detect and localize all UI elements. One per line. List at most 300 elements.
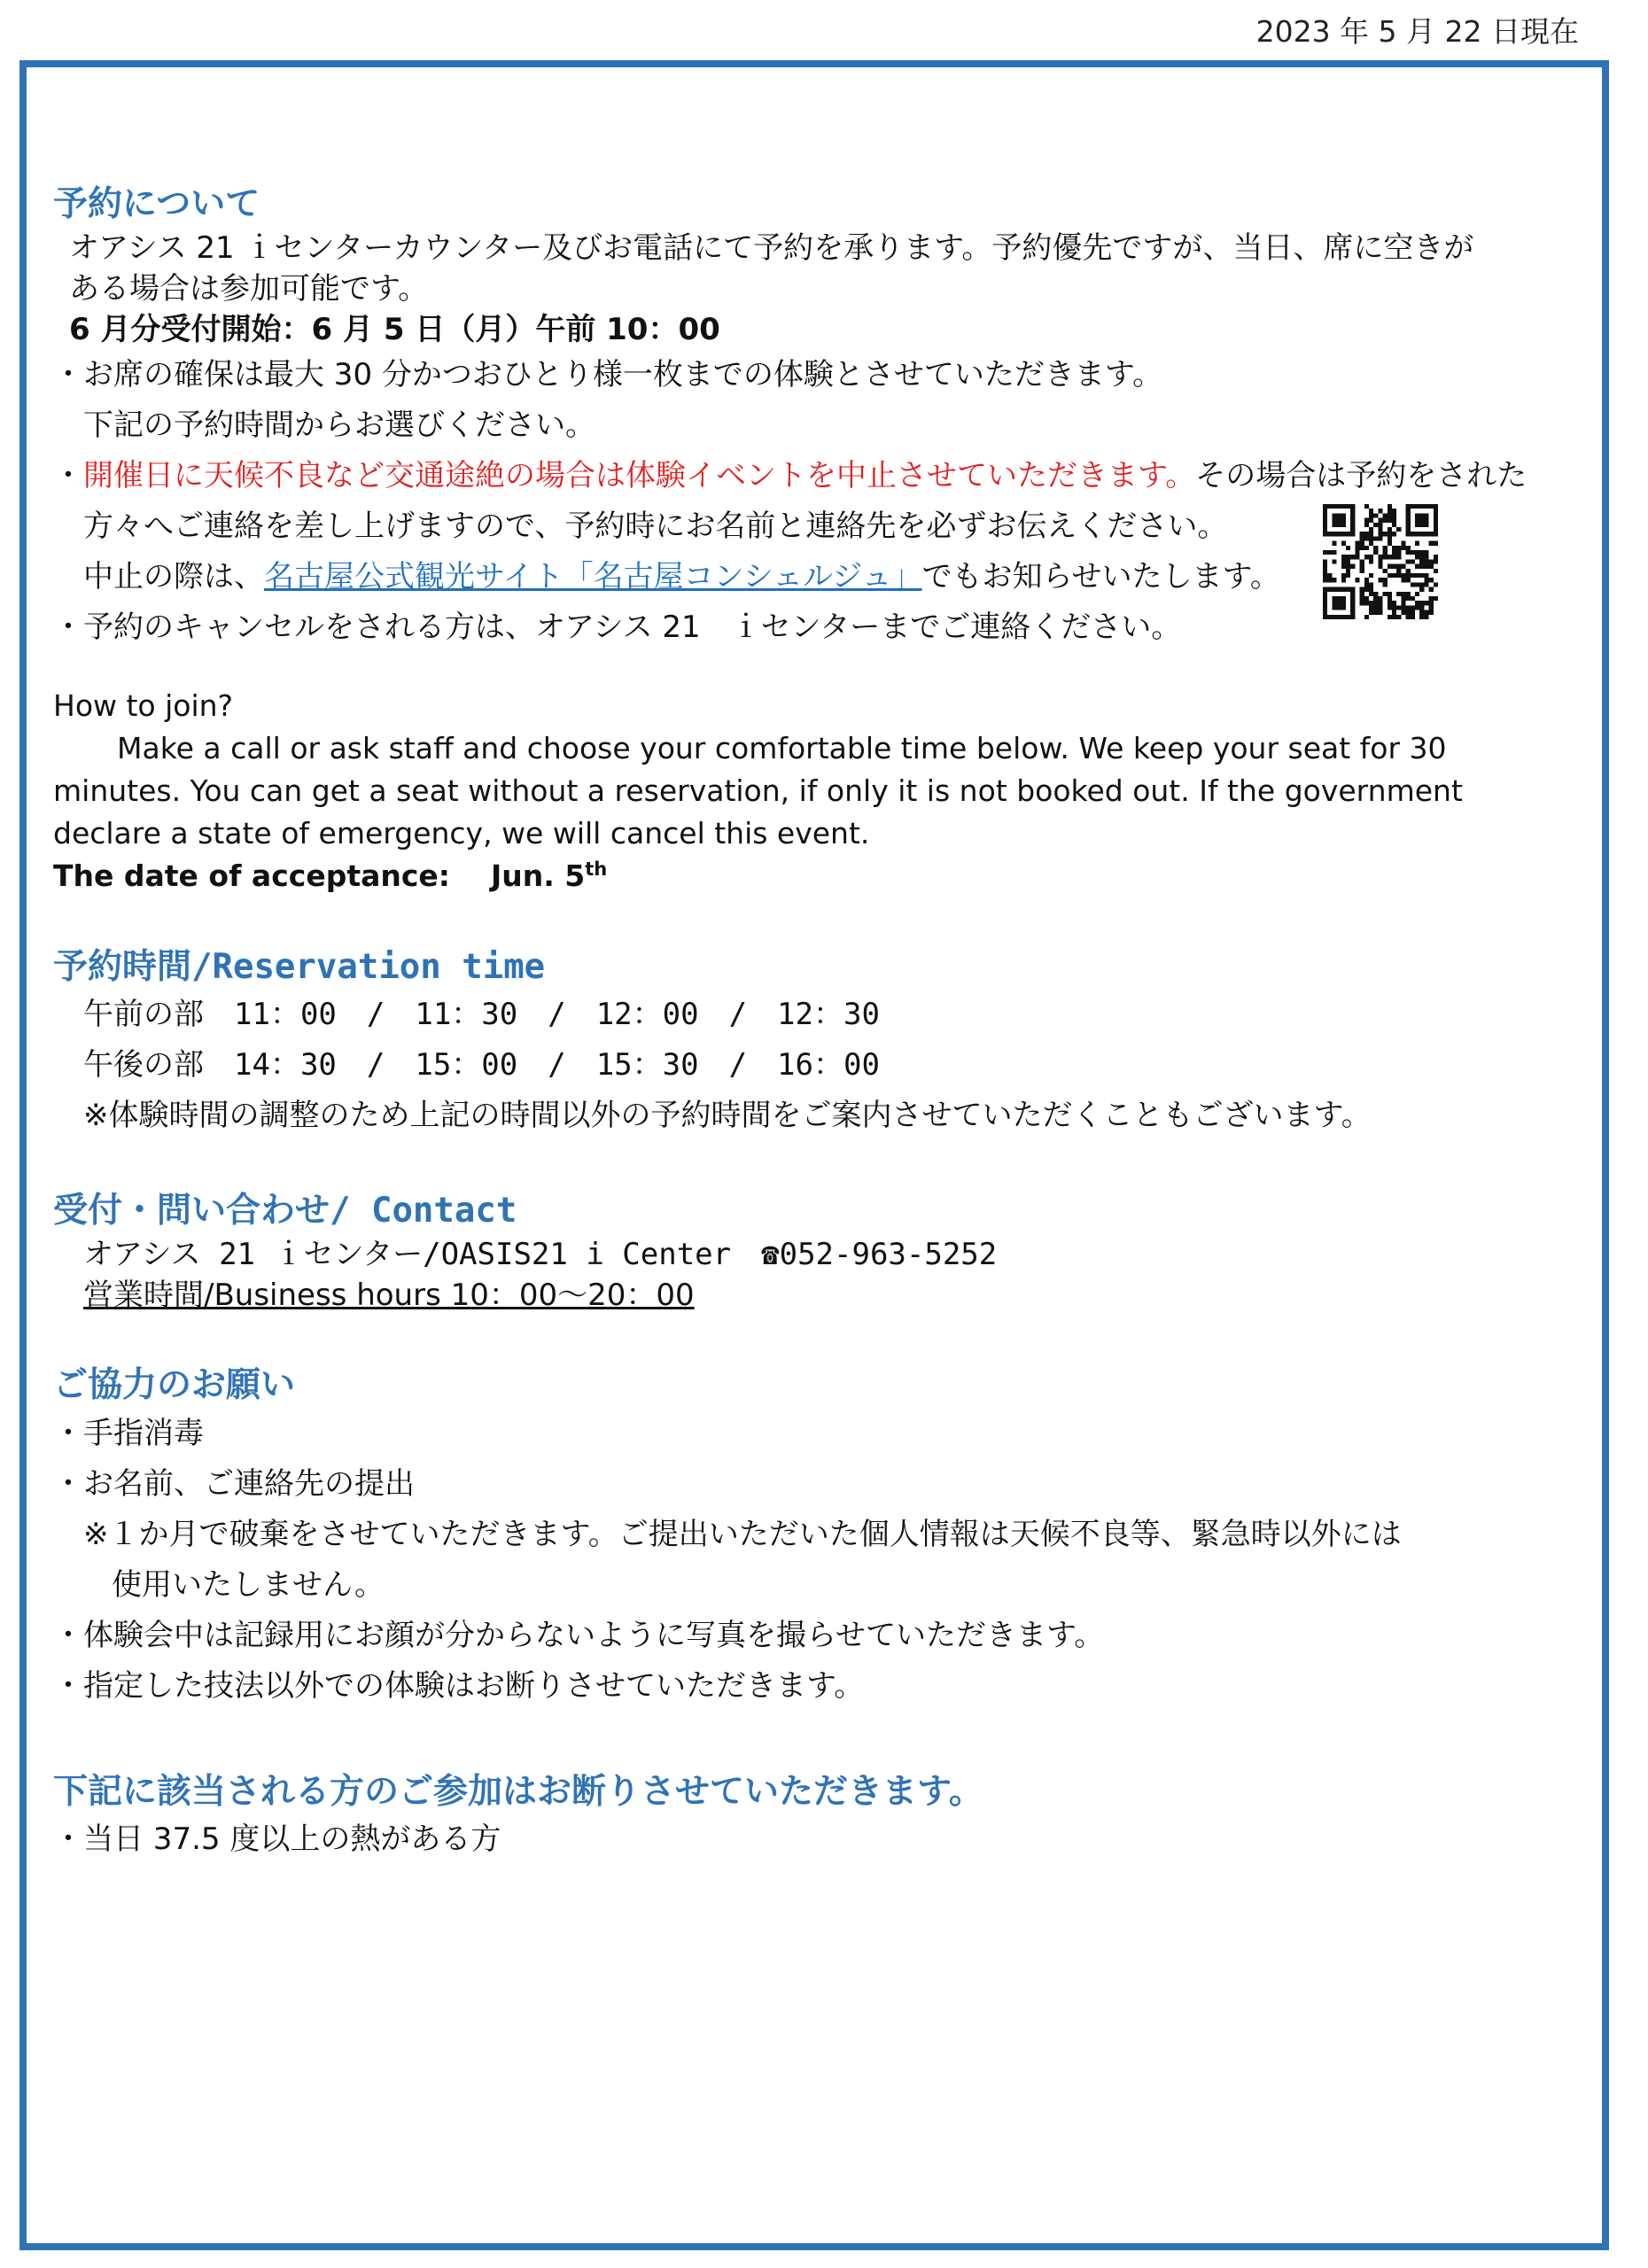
qr-module bbox=[1419, 513, 1424, 517]
qr-module bbox=[1406, 615, 1411, 619]
qr-module bbox=[1434, 504, 1438, 509]
qr-module bbox=[1332, 559, 1336, 563]
qr-module bbox=[1429, 605, 1434, 610]
qr-module bbox=[1323, 578, 1327, 582]
qr-module bbox=[1378, 527, 1382, 532]
qr-module bbox=[1378, 536, 1382, 540]
qr-module bbox=[1415, 582, 1419, 586]
qr-module bbox=[1424, 523, 1428, 527]
reservation-intro-line-2: ある場合は参加可能です。 bbox=[69, 270, 429, 307]
qr-module bbox=[1415, 564, 1419, 569]
qr-module bbox=[1392, 509, 1396, 513]
qr-module bbox=[1419, 610, 1424, 615]
qr-module bbox=[1327, 532, 1332, 536]
qr-module bbox=[1337, 532, 1341, 536]
qr-module bbox=[1406, 605, 1411, 610]
notice-pre: 中止の際は、 bbox=[83, 558, 264, 594]
qr-module bbox=[1341, 559, 1346, 563]
qr-module bbox=[1323, 513, 1327, 517]
qr-module bbox=[1341, 518, 1346, 523]
refusal-heading: 下記に該当される方のご参加はお断りさせていただきます。 bbox=[53, 1771, 983, 1812]
qr-module bbox=[1401, 564, 1405, 569]
qr-module bbox=[1341, 587, 1346, 592]
qr-module bbox=[1392, 546, 1396, 550]
qr-module bbox=[1401, 573, 1405, 578]
qr-module bbox=[1323, 605, 1327, 610]
qr-module bbox=[1434, 509, 1438, 513]
qr-module bbox=[1406, 578, 1411, 582]
qr-module bbox=[1341, 555, 1346, 559]
qr-module bbox=[1388, 573, 1392, 578]
qr-module bbox=[1424, 513, 1428, 517]
qr-module bbox=[1355, 555, 1359, 559]
qr-module bbox=[1364, 555, 1369, 559]
acceptance-date: Jun. 5 bbox=[490, 858, 586, 893]
qr-module bbox=[1332, 550, 1336, 555]
acceptance-label: The date of acceptance: bbox=[53, 858, 450, 893]
qr-module bbox=[1419, 601, 1424, 605]
qr-module bbox=[1424, 555, 1428, 559]
qr-module bbox=[1373, 605, 1378, 610]
qr-module bbox=[1378, 523, 1382, 527]
qr-module bbox=[1419, 555, 1424, 559]
qr-module bbox=[1346, 555, 1350, 559]
qr-module bbox=[1419, 587, 1424, 592]
qr-module bbox=[1341, 504, 1346, 509]
qr-module bbox=[1383, 546, 1388, 550]
refusal-item: ・当日 37.5 度以上の熱がある方 bbox=[53, 1821, 501, 1858]
qr-module bbox=[1323, 518, 1327, 523]
qr-module bbox=[1360, 564, 1364, 569]
qr-module bbox=[1419, 564, 1424, 569]
qr-module bbox=[1434, 541, 1438, 546]
qr-module bbox=[1388, 541, 1392, 546]
qr-module bbox=[1323, 527, 1327, 532]
content-body bbox=[53, 128, 1559, 1865]
qr-module bbox=[1388, 555, 1392, 559]
qr-module bbox=[1424, 559, 1428, 563]
qr-module bbox=[1406, 509, 1411, 513]
qr-module bbox=[1419, 550, 1424, 555]
qr-module bbox=[1332, 523, 1336, 527]
qr-module bbox=[1429, 601, 1434, 605]
qr-module bbox=[1327, 573, 1332, 578]
qr-module bbox=[1369, 559, 1373, 563]
qr-module bbox=[1419, 504, 1424, 509]
date-line: 2023 年 5 月 22 日現在 bbox=[1255, 14, 1579, 49]
qr-module bbox=[1378, 532, 1382, 536]
qr-module bbox=[1388, 605, 1392, 610]
qr-module bbox=[1341, 541, 1346, 546]
notice-post: でもお知らせいたします。 bbox=[921, 558, 1280, 594]
qr-module bbox=[1369, 587, 1373, 592]
qr-module bbox=[1364, 518, 1369, 523]
qr-module bbox=[1406, 596, 1411, 601]
qr-module bbox=[1378, 564, 1382, 569]
qr-module bbox=[1388, 564, 1392, 569]
qr-module bbox=[1434, 518, 1438, 523]
qr-module bbox=[1401, 546, 1405, 550]
qr-module bbox=[1369, 573, 1373, 578]
qr-module bbox=[1388, 509, 1392, 513]
qr-module bbox=[1429, 578, 1434, 582]
qr-module bbox=[1415, 601, 1419, 605]
qr-module bbox=[1429, 532, 1434, 536]
qr-module bbox=[1364, 532, 1369, 536]
qr-module bbox=[1341, 513, 1346, 517]
qr-module bbox=[1369, 518, 1373, 523]
qr-module bbox=[1323, 564, 1327, 569]
qr-module bbox=[1429, 504, 1434, 509]
qr-module bbox=[1350, 610, 1355, 615]
qr-module bbox=[1346, 615, 1350, 619]
qr-module bbox=[1346, 504, 1350, 509]
qr-module bbox=[1396, 592, 1401, 596]
qr-module bbox=[1406, 569, 1411, 573]
qr-module bbox=[1350, 509, 1355, 513]
qr-module bbox=[1419, 605, 1424, 610]
qr-module bbox=[1369, 532, 1373, 536]
qr-module bbox=[1411, 615, 1415, 619]
qr-module bbox=[1360, 596, 1364, 601]
qr-module bbox=[1406, 513, 1411, 517]
qr-module bbox=[1396, 573, 1401, 578]
qr-module bbox=[1337, 605, 1341, 610]
qr-module bbox=[1383, 578, 1388, 582]
qr-module bbox=[1378, 559, 1382, 563]
qr-module bbox=[1373, 596, 1378, 601]
qr-module bbox=[1323, 509, 1327, 513]
qr-module bbox=[1406, 518, 1411, 523]
qr-module bbox=[1396, 569, 1401, 573]
qr-module bbox=[1383, 569, 1388, 573]
qr-module bbox=[1341, 615, 1346, 619]
qr-module bbox=[1411, 550, 1415, 555]
qr-code[interactable] bbox=[1323, 504, 1438, 619]
reservation-bullet-seat: ・お席の確保は最大 30 分かつおひとり様一枚までの体験とさせていただきます。 bbox=[53, 356, 1163, 392]
qr-module bbox=[1392, 550, 1396, 555]
qr-module bbox=[1383, 513, 1388, 517]
qr-module bbox=[1373, 610, 1378, 615]
qr-module bbox=[1434, 527, 1438, 532]
qr-module bbox=[1424, 582, 1428, 586]
contact-line bbox=[53, 1234, 1559, 1275]
qr-module bbox=[1364, 596, 1369, 601]
qr-module bbox=[1355, 550, 1359, 555]
qr-module bbox=[1323, 587, 1327, 592]
qr-module bbox=[1327, 587, 1332, 592]
qr-module bbox=[1373, 550, 1378, 555]
qr-module bbox=[1406, 610, 1411, 615]
qr-module bbox=[1415, 504, 1419, 509]
english-paragraph: Make a call or ask staff and choose your comfortable time below. We keep your seat for 30 minutes. You can get a seat without a reservation, if only it is not booked out. If the government declare a state of emergency, we will cancel this event. bbox=[53, 730, 1463, 850]
qr-module bbox=[1341, 523, 1346, 527]
qr-module bbox=[1350, 587, 1355, 592]
phone-number[interactable]: 052-963-5252 bbox=[779, 1237, 998, 1273]
qr-module bbox=[1350, 596, 1355, 601]
qr-module bbox=[1396, 564, 1401, 569]
qr-module bbox=[1392, 532, 1396, 536]
qr-module bbox=[1355, 546, 1359, 550]
qr-module bbox=[1364, 523, 1369, 527]
weather-rest: その場合は予約をされた bbox=[1195, 457, 1528, 493]
qr-module bbox=[1392, 615, 1396, 619]
qr-module bbox=[1332, 513, 1336, 517]
qr-module bbox=[1419, 532, 1424, 536]
cooperation-item: ・手指消毒 bbox=[53, 1415, 204, 1451]
qr-module bbox=[1323, 601, 1327, 605]
qr-module bbox=[1378, 601, 1382, 605]
qr-module bbox=[1383, 555, 1388, 559]
qr-module bbox=[1373, 523, 1378, 527]
afternoon-slots: 午後の部 14：30 / 15：00 / 15：30 / 16：00 bbox=[83, 1047, 880, 1084]
qr-module bbox=[1360, 559, 1364, 563]
qr-module bbox=[1434, 532, 1438, 536]
qr-module bbox=[1369, 601, 1373, 605]
qr-module bbox=[1369, 610, 1373, 615]
qr-module bbox=[1337, 601, 1341, 605]
qr-module bbox=[1332, 587, 1336, 592]
qr-module bbox=[1350, 504, 1355, 509]
qr-module bbox=[1424, 578, 1428, 582]
qr-module bbox=[1337, 518, 1341, 523]
qr-module bbox=[1388, 615, 1392, 619]
qr-module bbox=[1424, 573, 1428, 578]
qr-module bbox=[1388, 518, 1392, 523]
qr-module bbox=[1415, 550, 1419, 555]
cooperation-item: ・お名前、ご連絡先の提出 bbox=[53, 1465, 415, 1502]
cooperation-item: ※１か月で破棄をさせていただきます。ご提出いただいた個人情報は天候不良等、緊急時以外には bbox=[83, 1516, 1402, 1552]
qr-module bbox=[1337, 523, 1341, 527]
qr-module bbox=[1434, 596, 1438, 601]
qr-module bbox=[1323, 610, 1327, 615]
qr-module bbox=[1424, 518, 1428, 523]
qr-module bbox=[1429, 564, 1434, 569]
qr-module bbox=[1406, 592, 1411, 596]
qr-module bbox=[1332, 605, 1336, 610]
qr-module bbox=[1401, 592, 1405, 596]
qr-module bbox=[1360, 541, 1364, 546]
qr-module bbox=[1378, 518, 1382, 523]
qr-module bbox=[1406, 527, 1411, 532]
qr-module bbox=[1411, 610, 1415, 615]
qr-module bbox=[1346, 559, 1350, 563]
qr-module bbox=[1429, 587, 1434, 592]
qr-module bbox=[1415, 605, 1419, 610]
qr-module bbox=[1401, 541, 1405, 546]
qr-module bbox=[1392, 513, 1396, 517]
reservation-bullet-weather bbox=[53, 451, 1559, 501]
qr-module bbox=[1332, 615, 1336, 619]
qr-module bbox=[1396, 546, 1401, 550]
qr-module bbox=[1337, 504, 1341, 509]
qr-module bbox=[1373, 546, 1378, 550]
qr-module bbox=[1429, 541, 1434, 546]
qr-module bbox=[1424, 550, 1428, 555]
qr-module bbox=[1406, 559, 1411, 563]
qr-module bbox=[1369, 527, 1373, 532]
qr-module bbox=[1419, 615, 1424, 619]
qr-module bbox=[1392, 610, 1396, 615]
qr-module bbox=[1383, 582, 1388, 586]
qr-module bbox=[1419, 518, 1424, 523]
qr-module bbox=[1360, 587, 1364, 592]
qr-module bbox=[1337, 596, 1341, 601]
qr-module bbox=[1411, 559, 1415, 563]
cooperation-heading: ご協力のお願い bbox=[53, 1365, 296, 1406]
qr-module bbox=[1424, 504, 1428, 509]
qr-module bbox=[1323, 573, 1327, 578]
qr-module bbox=[1323, 550, 1327, 555]
qr-module bbox=[1429, 596, 1434, 601]
qr-module bbox=[1396, 527, 1401, 532]
qr-module bbox=[1392, 555, 1396, 559]
morning-slots: 午前の部 11：00 / 11：30 / 12：00 / 12：30 bbox=[83, 997, 880, 1033]
qr-module bbox=[1341, 601, 1346, 605]
qr-module bbox=[1350, 564, 1355, 569]
qr-module bbox=[1411, 596, 1415, 601]
qr-module bbox=[1364, 504, 1369, 509]
reservation-bullet-cancel: ・予約のキャンセルをされる方は、オアシス 21 ｉセンターまでご連絡ください。 bbox=[53, 609, 1182, 645]
qr-module bbox=[1424, 564, 1428, 569]
qr-module bbox=[1364, 536, 1369, 540]
qr-module bbox=[1434, 555, 1438, 559]
qr-module bbox=[1388, 513, 1392, 517]
qr-module bbox=[1411, 605, 1415, 610]
qr-module bbox=[1360, 569, 1364, 573]
qr-module bbox=[1364, 587, 1369, 592]
qr-module bbox=[1373, 513, 1378, 517]
qr-module bbox=[1332, 504, 1336, 509]
qr-module bbox=[1429, 610, 1434, 615]
qr-module bbox=[1350, 532, 1355, 536]
qr-module bbox=[1323, 504, 1327, 509]
nagoya-concierge-link[interactable]: 名古屋公式観光サイト「名古屋コンシェルジュ」 bbox=[264, 558, 922, 594]
qr-module bbox=[1369, 513, 1373, 517]
qr-module bbox=[1396, 605, 1401, 610]
qr-module bbox=[1341, 578, 1346, 582]
qr-module bbox=[1378, 596, 1382, 601]
qr-module bbox=[1429, 559, 1434, 563]
bullet-mark: ・ bbox=[53, 457, 83, 493]
qr-module bbox=[1406, 550, 1411, 555]
business-hours: 営業時間/Business hours 10：00～20：00 bbox=[83, 1278, 695, 1314]
qr-module bbox=[1350, 527, 1355, 532]
qr-module bbox=[1369, 541, 1373, 546]
cancellation-warning: 開催日に天候不良など交通途絶の場合は体験イベントを中止させていただきます。 bbox=[83, 457, 1196, 493]
qr-module bbox=[1401, 596, 1405, 601]
qr-module bbox=[1360, 532, 1364, 536]
qr-module bbox=[1415, 592, 1419, 596]
qr-module bbox=[1350, 555, 1355, 559]
qr-module bbox=[1323, 569, 1327, 573]
qr-module bbox=[1378, 578, 1382, 582]
acceptance-start: 6 月分受付開始：6 月 5 日（月）午前 10：00 bbox=[69, 311, 720, 347]
qr-module bbox=[1369, 536, 1373, 540]
qr-module bbox=[1364, 578, 1369, 582]
qr-module bbox=[1419, 582, 1424, 586]
qr-module bbox=[1360, 546, 1364, 550]
qr-module bbox=[1401, 601, 1405, 605]
qr-module bbox=[1373, 536, 1378, 540]
qr-module bbox=[1415, 513, 1419, 517]
qr-module bbox=[1323, 532, 1327, 536]
qr-module bbox=[1424, 532, 1428, 536]
qr-module bbox=[1346, 564, 1350, 569]
qr-module bbox=[1360, 536, 1364, 540]
qr-module bbox=[1383, 592, 1388, 596]
center-name: オアシス 21 ｉセンター/OASIS21 i Center bbox=[83, 1237, 762, 1273]
qr-module bbox=[1434, 513, 1438, 517]
qr-module bbox=[1388, 527, 1392, 532]
qr-module bbox=[1383, 518, 1388, 523]
qr-module bbox=[1415, 532, 1419, 536]
qr-module bbox=[1332, 532, 1336, 536]
qr-module bbox=[1406, 546, 1411, 550]
qr-module bbox=[1369, 592, 1373, 596]
qr-module bbox=[1419, 573, 1424, 578]
qr-module bbox=[1388, 504, 1392, 509]
qr-module bbox=[1388, 592, 1392, 596]
qr-module bbox=[1327, 550, 1332, 555]
qr-module bbox=[1323, 523, 1327, 527]
qr-module bbox=[1415, 541, 1419, 546]
qr-module bbox=[1388, 601, 1392, 605]
qr-module bbox=[1415, 555, 1419, 559]
qr-module bbox=[1411, 573, 1415, 578]
qr-module bbox=[1415, 573, 1419, 578]
qr-module bbox=[1396, 615, 1401, 619]
cooperation-item: ・指定した技法以外での体験はお断りさせていただきます。 bbox=[53, 1667, 865, 1704]
qr-module bbox=[1424, 615, 1428, 619]
qr-module bbox=[1388, 536, 1392, 540]
acceptance-sup: th bbox=[585, 858, 608, 880]
qr-module bbox=[1346, 546, 1350, 550]
qr-module bbox=[1346, 573, 1350, 578]
qr-module bbox=[1364, 601, 1369, 605]
qr-module bbox=[1392, 605, 1396, 610]
qr-module bbox=[1411, 504, 1415, 509]
qr-module bbox=[1434, 559, 1438, 563]
qr-module bbox=[1323, 596, 1327, 601]
qr-module bbox=[1388, 532, 1392, 536]
qr-module bbox=[1332, 601, 1336, 605]
qr-module bbox=[1332, 596, 1336, 601]
qr-module bbox=[1364, 615, 1369, 619]
qr-module bbox=[1364, 546, 1369, 550]
qr-module bbox=[1434, 582, 1438, 586]
qr-module bbox=[1383, 532, 1388, 536]
qr-module bbox=[1406, 504, 1411, 509]
qr-module bbox=[1350, 513, 1355, 517]
qr-module bbox=[1341, 596, 1346, 601]
qr-module bbox=[1369, 509, 1373, 513]
qr-module bbox=[1369, 555, 1373, 559]
qr-module bbox=[1360, 601, 1364, 605]
qr-module bbox=[1383, 550, 1388, 555]
reservation-time-heading: 予約時間/Reservation time bbox=[53, 946, 546, 987]
qr-module bbox=[1337, 513, 1341, 517]
qr-module bbox=[1378, 605, 1382, 610]
qr-module bbox=[1434, 569, 1438, 573]
qr-module bbox=[1373, 592, 1378, 596]
qr-module bbox=[1406, 523, 1411, 527]
qr-module bbox=[1341, 605, 1346, 610]
qr-module bbox=[1350, 592, 1355, 596]
phone-icon: ☎ bbox=[761, 1237, 780, 1273]
reservation-bullet-weather-cont: 方々へご連絡を差し上げますので、予約時にお名前と連絡先を必ずお伝えください。 bbox=[83, 508, 1228, 544]
qr-module bbox=[1392, 518, 1396, 523]
